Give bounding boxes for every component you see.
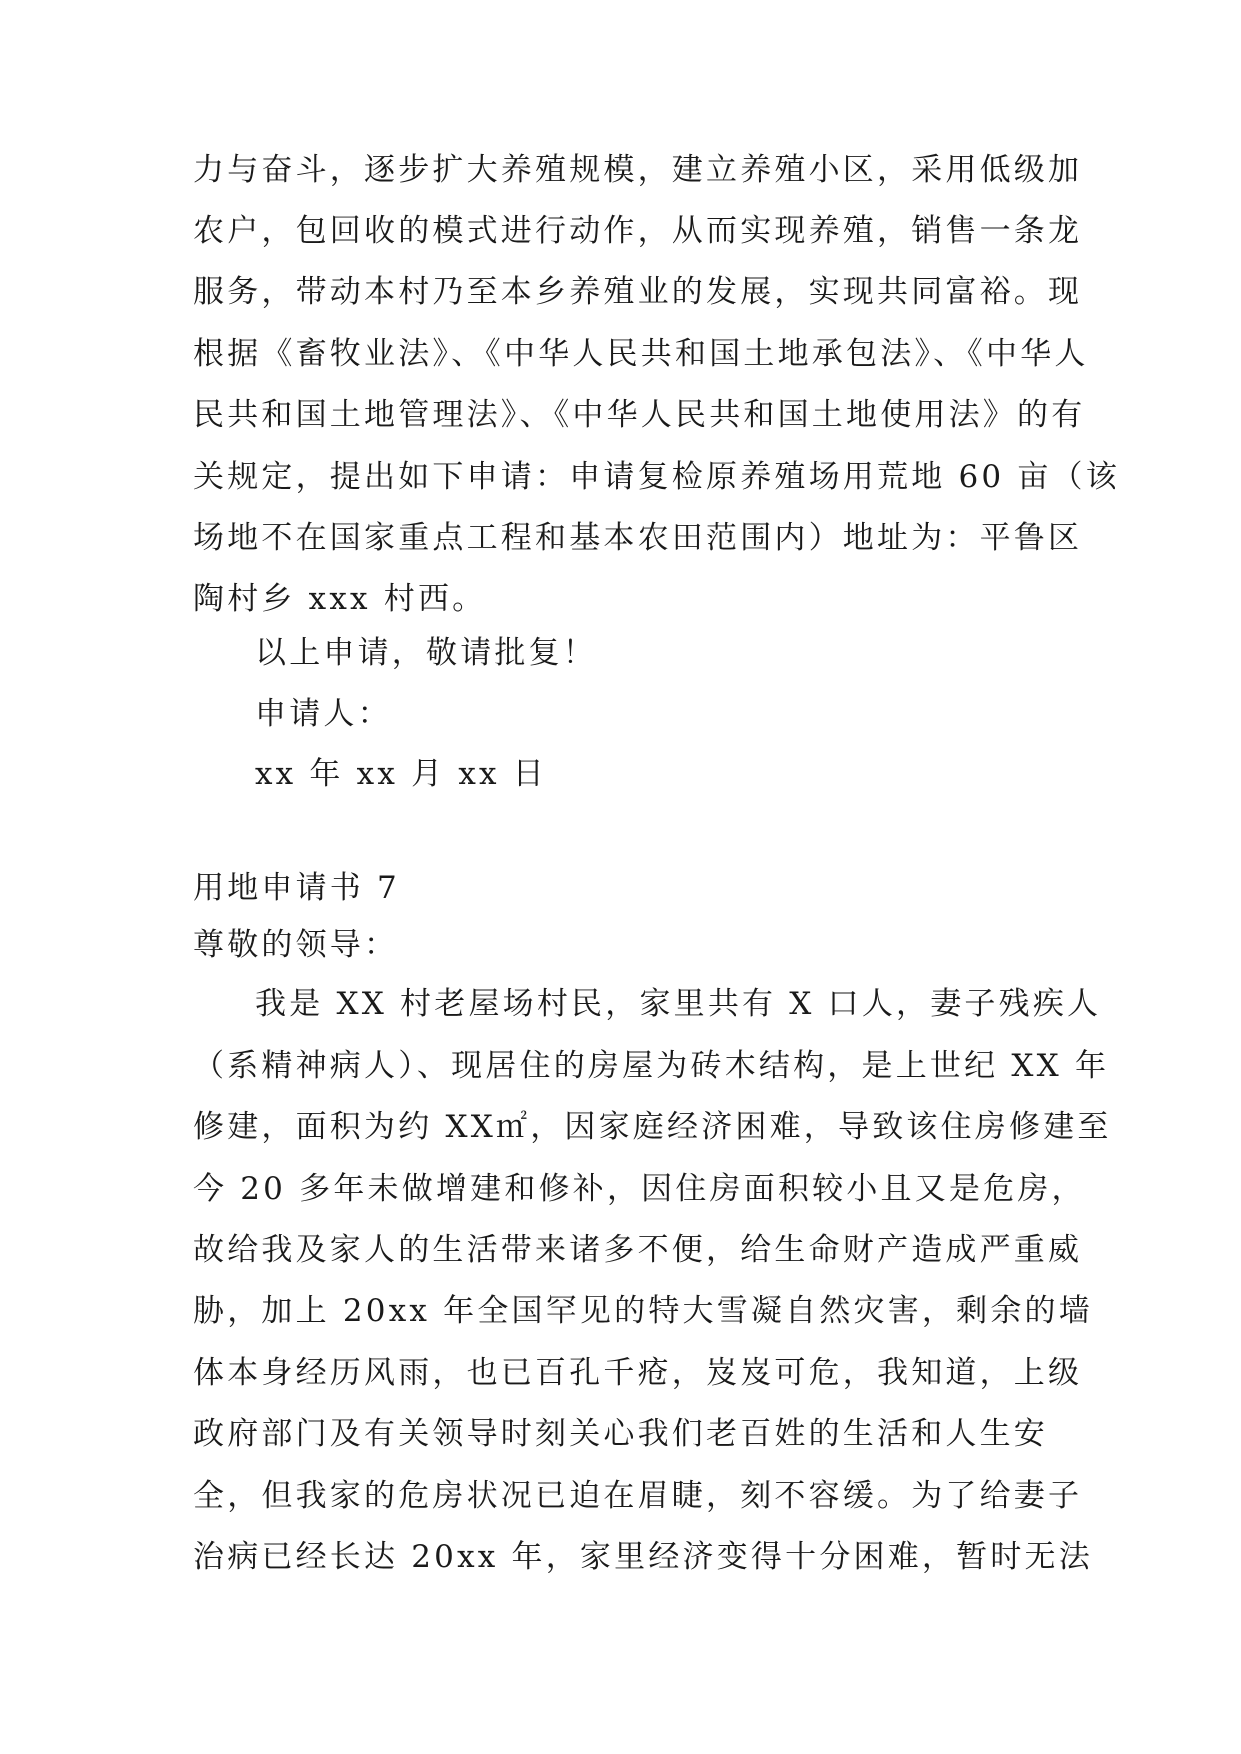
text-line: 服务，带动本村乃至本乡养殖业的发展，实现共同富裕。现 bbox=[193, 274, 1083, 310]
section-title: 用地申请书 7 bbox=[193, 870, 400, 906]
text-line: 场地不在国家重点工程和基本农田范围内）地址为：平鲁区 bbox=[193, 520, 1083, 556]
text-line: 力与奋斗，逐步扩大养殖规模，建立养殖小区，采用低级加 bbox=[193, 152, 1083, 188]
applicant-label: 申请人： bbox=[255, 696, 392, 732]
text-line: 陶村乡 xxx 村西。 bbox=[193, 581, 487, 617]
text-line: 民共和国土地管理法》、《中华人民共和国土地使用法》的有 bbox=[193, 397, 1086, 433]
text-line: 治病已经长达 20xx 年，家里经济变得十分困难，暂时无法 bbox=[193, 1539, 1093, 1575]
text-line: 关规定，提出如下申请：申请复检原养殖场用荒地 60 亩（该 bbox=[193, 459, 1120, 495]
text-line: 故给我及家人的生活带来诸多不便，给生命财产造成严重威 bbox=[193, 1232, 1083, 1268]
text-line: 修建，面积为约 XX㎡，因家庭经济困难，导致该住房修建至 bbox=[193, 1109, 1112, 1145]
text-line: 全，但我家的危房状况已迫在眉睫，刻不容缓。为了给妻子 bbox=[193, 1478, 1083, 1514]
text-line: 胁，加上 20xx 年全国罕见的特大雪凝自然灾害，剩余的墙 bbox=[193, 1293, 1093, 1329]
text-line: 今 20 多年未做增建和修补，因住房面积较小且又是危房， bbox=[193, 1171, 1086, 1207]
text-line: （系精神病人）、现居住的房屋为砖木结构，是上世纪 XX 年 bbox=[193, 1048, 1110, 1084]
text-line: 体本身经历风雨，也已百孔千疮，岌岌可危，我知道，上级 bbox=[193, 1355, 1083, 1391]
closing-text: 以上申请，敬请批复！ bbox=[255, 635, 597, 671]
text-line: 政府部门及有关领导时刻关心我们老百姓的生活和人生安 bbox=[193, 1416, 1048, 1452]
date-text: xx 年 xx 月 xx 日 bbox=[255, 756, 547, 792]
text-line: 根据《畜牧业法》、《中华人民共和国土地承包法》、《中华人 bbox=[193, 336, 1089, 372]
salutation: 尊敬的领导： bbox=[193, 927, 399, 963]
text-line: 我是 XX 村老屋场村民，家里共有 X 口人，妻子残疾人 bbox=[255, 986, 1102, 1022]
text-line: 农户，包回收的模式进行动作，从而实现养殖，销售一条龙 bbox=[193, 213, 1083, 249]
